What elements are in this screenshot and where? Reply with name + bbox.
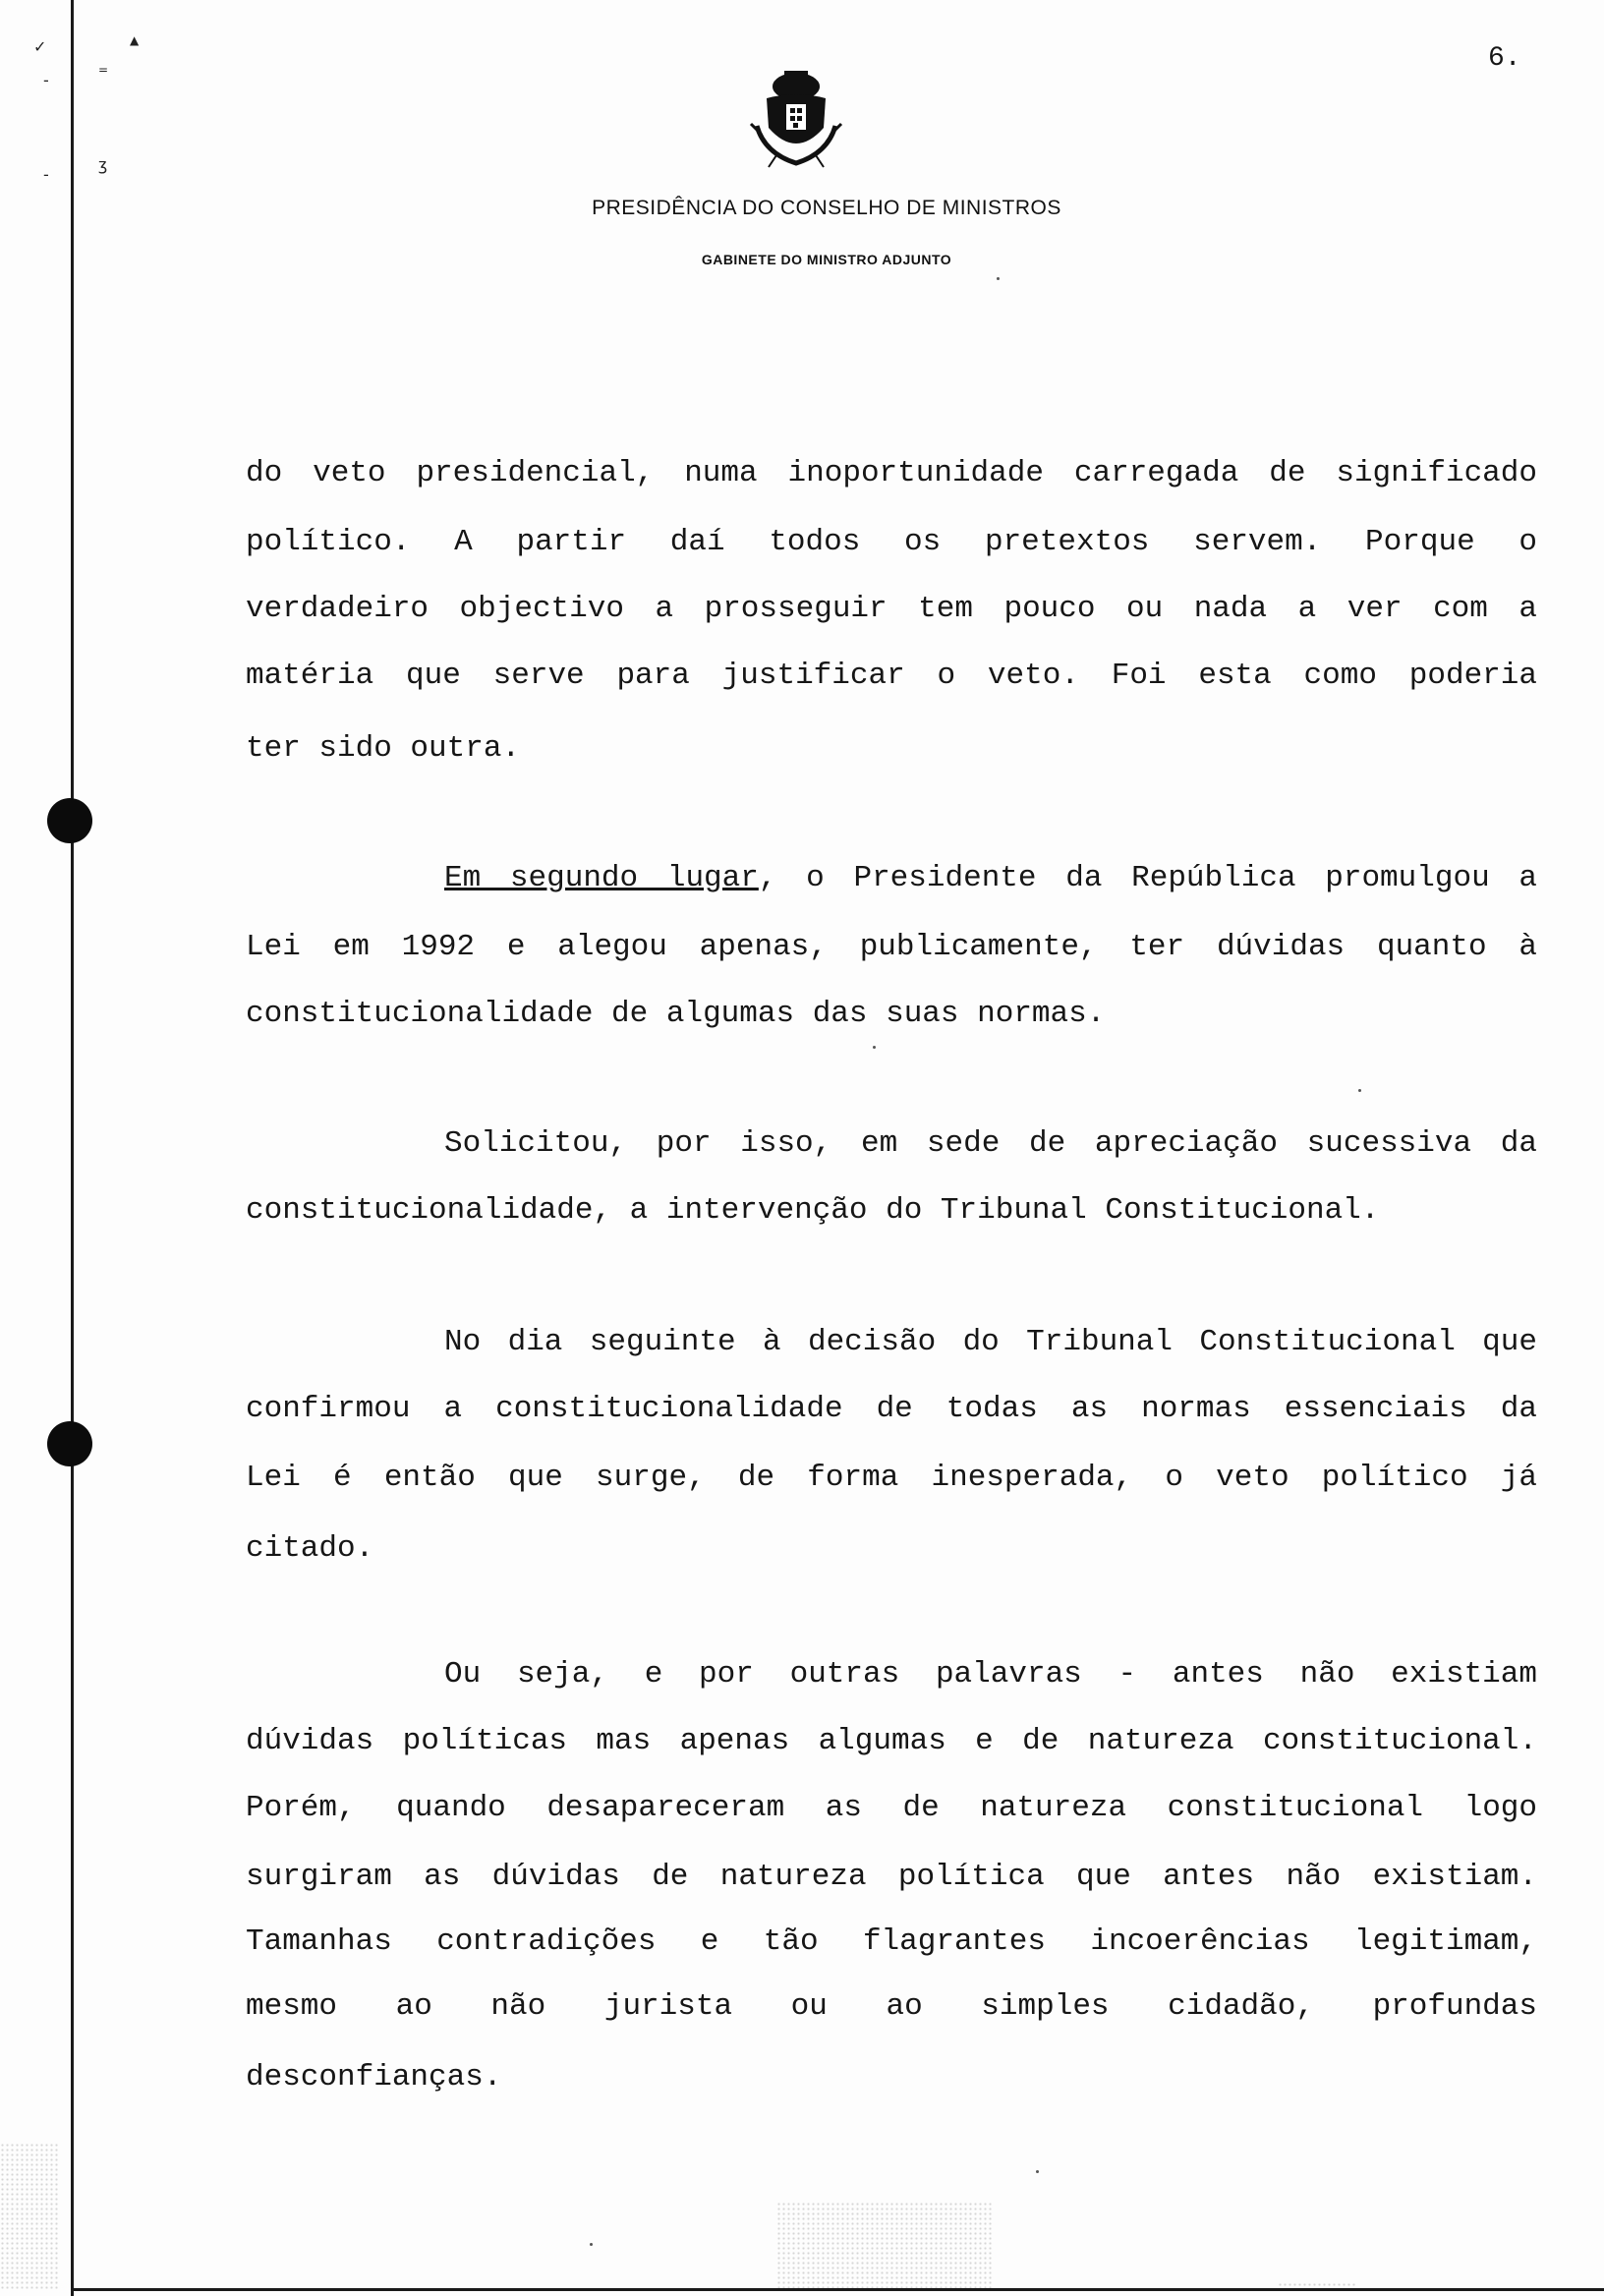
scan-speck [1036, 2170, 1039, 2173]
scan-tick-mark: ▲ [130, 33, 140, 47]
body-line: matéria que serve para justificar o veto. Foi esta como poderia [246, 659, 1537, 693]
body-line: No dia seguinte à decisão do Tribunal Constitucional que [444, 1325, 1537, 1359]
body-line: Ou seja, e por outras palavras - antes não existiam [444, 1657, 1537, 1692]
body-line: Lei em 1992 e alegou apenas, publicamente, ter dúvidas quanto à [246, 930, 1537, 964]
punch-hole [47, 798, 92, 843]
binding-margin-line [71, 0, 74, 2296]
page-number: 6. [1488, 43, 1521, 74]
body-line: confirmou a constitucionalidade de todas as normas essenciais da [246, 1392, 1537, 1426]
coat-of-arms-icon [747, 65, 845, 173]
body-line: Porém, quando desapareceram as de natureza constitucional logo [246, 1791, 1537, 1825]
body-line: ter sido outra. [246, 731, 521, 766]
body-line: dúvidas políticas mas apenas algumas e de natureza constitucional. [246, 1724, 1537, 1758]
body-line [444, 859, 1537, 898]
scan-tick-mark: = [98, 63, 109, 77]
scan-grain [0, 2143, 59, 2290]
body-line: verdadeiro objectivo a prosseguir tem pouco ou nada a ver com a [246, 592, 1537, 626]
scan-speck [1358, 1089, 1361, 1092]
scan-tick-mark: - [43, 71, 49, 89]
body-line: mesmo ao não jurista ou ao simples cidadão, profundas [246, 1989, 1537, 2024]
body-line: do veto presidencial, numa inoportunidade carregada de significado [246, 456, 1537, 490]
scan-speck [590, 2243, 593, 2246]
body-line: Lei é então que surge, de forma inesperada, o veto político já [246, 1461, 1537, 1495]
scan-tick-mark: - [43, 165, 49, 184]
body-line-continuation: , o Presidente da República promulgou a [758, 861, 1537, 895]
scan-speck [873, 1046, 876, 1049]
body-line: Solicitou, por isso, em sede de apreciação sucessiva da [444, 1126, 1537, 1161]
header-office: GABINETE DO MINISTRO ADJUNTO [701, 252, 952, 267]
body-line: Tamanhas contradições e tão flagrantes incoerências legitimam, [246, 1924, 1537, 1959]
body-line: desconfianças. [246, 2060, 502, 2095]
emphasis-underlined: Em segundo lugar [444, 861, 759, 895]
scan-tick-mark: ✓ [33, 37, 47, 56]
scan-speck [997, 277, 1000, 280]
scan-grain [776, 2202, 993, 2288]
bottom-edge-line [71, 2288, 1604, 2291]
punch-hole [47, 1421, 92, 1466]
header-institution: PRESIDÊNCIA DO CONSELHO DE MINISTROS [592, 197, 1061, 219]
body-line: constitucionalidade, a intervenção do Tribunal Constitucional. [246, 1193, 1380, 1228]
body-line: constitucionalidade de algumas das suas normas. [246, 997, 1106, 1031]
body-line: surgiram as dúvidas de natureza política que antes não existiam. [246, 1860, 1537, 1894]
body-line: citado. [246, 1531, 374, 1566]
scan-tick-mark: ʒ [98, 155, 108, 174]
body-line: político. A partir daí todos os pretextos servem. Porque o [246, 525, 1537, 559]
scan-grain [1278, 2282, 1356, 2288]
